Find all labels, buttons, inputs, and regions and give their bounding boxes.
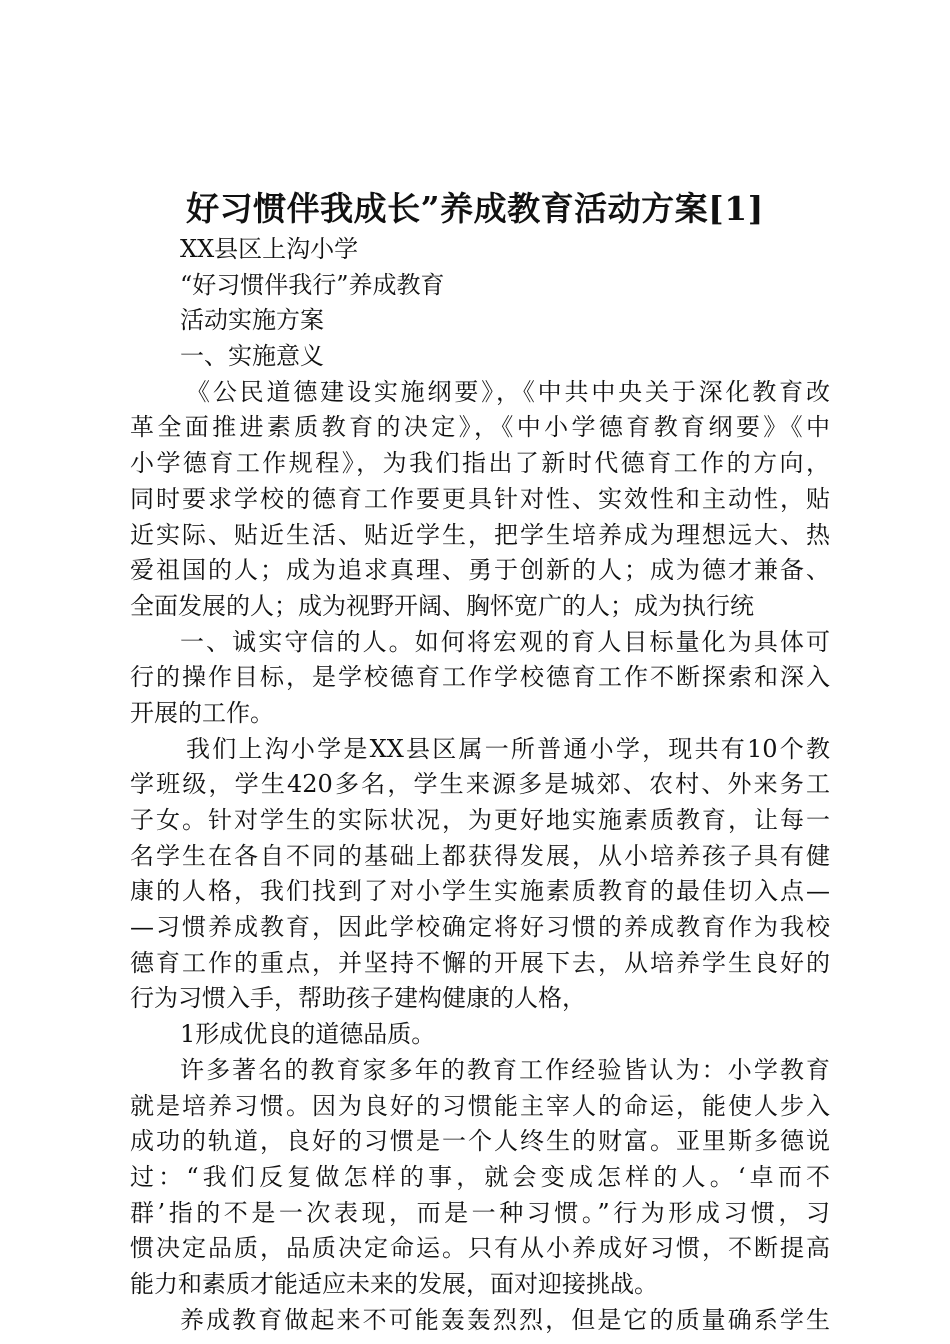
paragraph-line: 德育工作的重点，并坚持不懈的开展下去，从培养学生良好的: [130, 948, 830, 977]
paragraph-line: 同时要求学校的德育工作要更具针对性、实效性和主动性，贴: [130, 484, 830, 513]
paragraph-line: 革全面推进素质教育的决定》，《中小学德育教育纲要》《中: [130, 413, 830, 442]
numbered-heading: 1形成优良的道德品质。: [180, 1020, 436, 1049]
document-title: 好习惯伴我成长”养成教育活动方案[1]: [186, 189, 764, 228]
paragraph-line: 成功的轨道，良好的习惯是一个人终生的财富。亚里斯多德说: [130, 1127, 830, 1156]
paragraph-line: 我们上沟小学是XX县区属一所普通小学，现共有10个教: [186, 734, 830, 763]
paragraph-line: 康的人格，我们找到了对小学生实施素质教育的最佳切入点—: [130, 877, 830, 906]
paragraph-line: 一、诚实守信的人。如何将宏观的育人目标量化为具体可: [180, 627, 830, 656]
paragraph-line: —习惯养成教育，因此学校确定将好习惯的养成教育作为我校: [130, 913, 830, 942]
school-name-line: XX县区上沟小学: [180, 235, 359, 263]
paragraph-line: 群’指的不是一次表现，而是一种习惯。”行为形成习惯，习: [130, 1198, 830, 1227]
paragraph-line: 养成教育做起来不可能轰轰烈烈，但是它的质量确系学生: [180, 1305, 830, 1334]
paragraph-line: 学班级，学生420多名，学生来源多是城郊、农村、外来务工: [130, 770, 830, 799]
paragraph-line: 行为习惯入手，帮助孩子建构健康的人格，: [130, 984, 586, 1013]
paragraph-line: 就是培养习惯。因为良好的习惯能主宰人的命运，能使人步入: [130, 1091, 830, 1120]
section-heading: 一、实施意义: [180, 342, 324, 371]
paragraph-line: 开展的工作。: [130, 698, 274, 727]
paragraph-line: 子女。针对学生的实际状况，为更好地实施素质教育，让每一: [130, 806, 830, 834]
paragraph-line: 过：“我们反复做怎样的事，就会变成怎样的人。‘卓而不: [130, 1162, 830, 1191]
paragraph-line: 爱祖国的人；成为追求真理、勇于创新的人；成为德才兼备、: [130, 556, 830, 585]
paragraph-line: 惯决定品质，品质决定命运。只有从小养成好习惯，不断提高: [130, 1234, 830, 1263]
paragraph-line: 《公民道德建设实施纲要》，《中共中央关于深化教育改: [186, 377, 830, 406]
paragraph-line: 许多著名的教育家多年的教育工作经验皆认为：小学教育: [180, 1055, 830, 1084]
paragraph-line: 小学德育工作规程》，为我们指出了新时代德育工作的方向，: [130, 449, 830, 478]
document-body: [130, 232, 830, 1338]
paragraph-line: 名学生在各自不同的基础上都获得发展，从小培养孩子具有健: [130, 841, 830, 870]
paragraph-line: 行的操作目标，是学校德育工作学校德育工作不断探索和深入: [130, 663, 830, 692]
paragraph-line: 全面发展的人；成为视野开阔、胸怀宽广的人；成为执行统: [130, 591, 754, 620]
program-name-line: “好习惯伴我行”养成教育: [180, 270, 445, 299]
plan-subtitle-line: 活动实施方案: [180, 306, 324, 335]
paragraph-line: 近实际、贴近生活、贴近学生，把学生培养成为理想远大、热: [130, 520, 830, 549]
paragraph-line: 能力和素质才能适应未来的发展，面对迎接挑战。: [130, 1269, 658, 1298]
